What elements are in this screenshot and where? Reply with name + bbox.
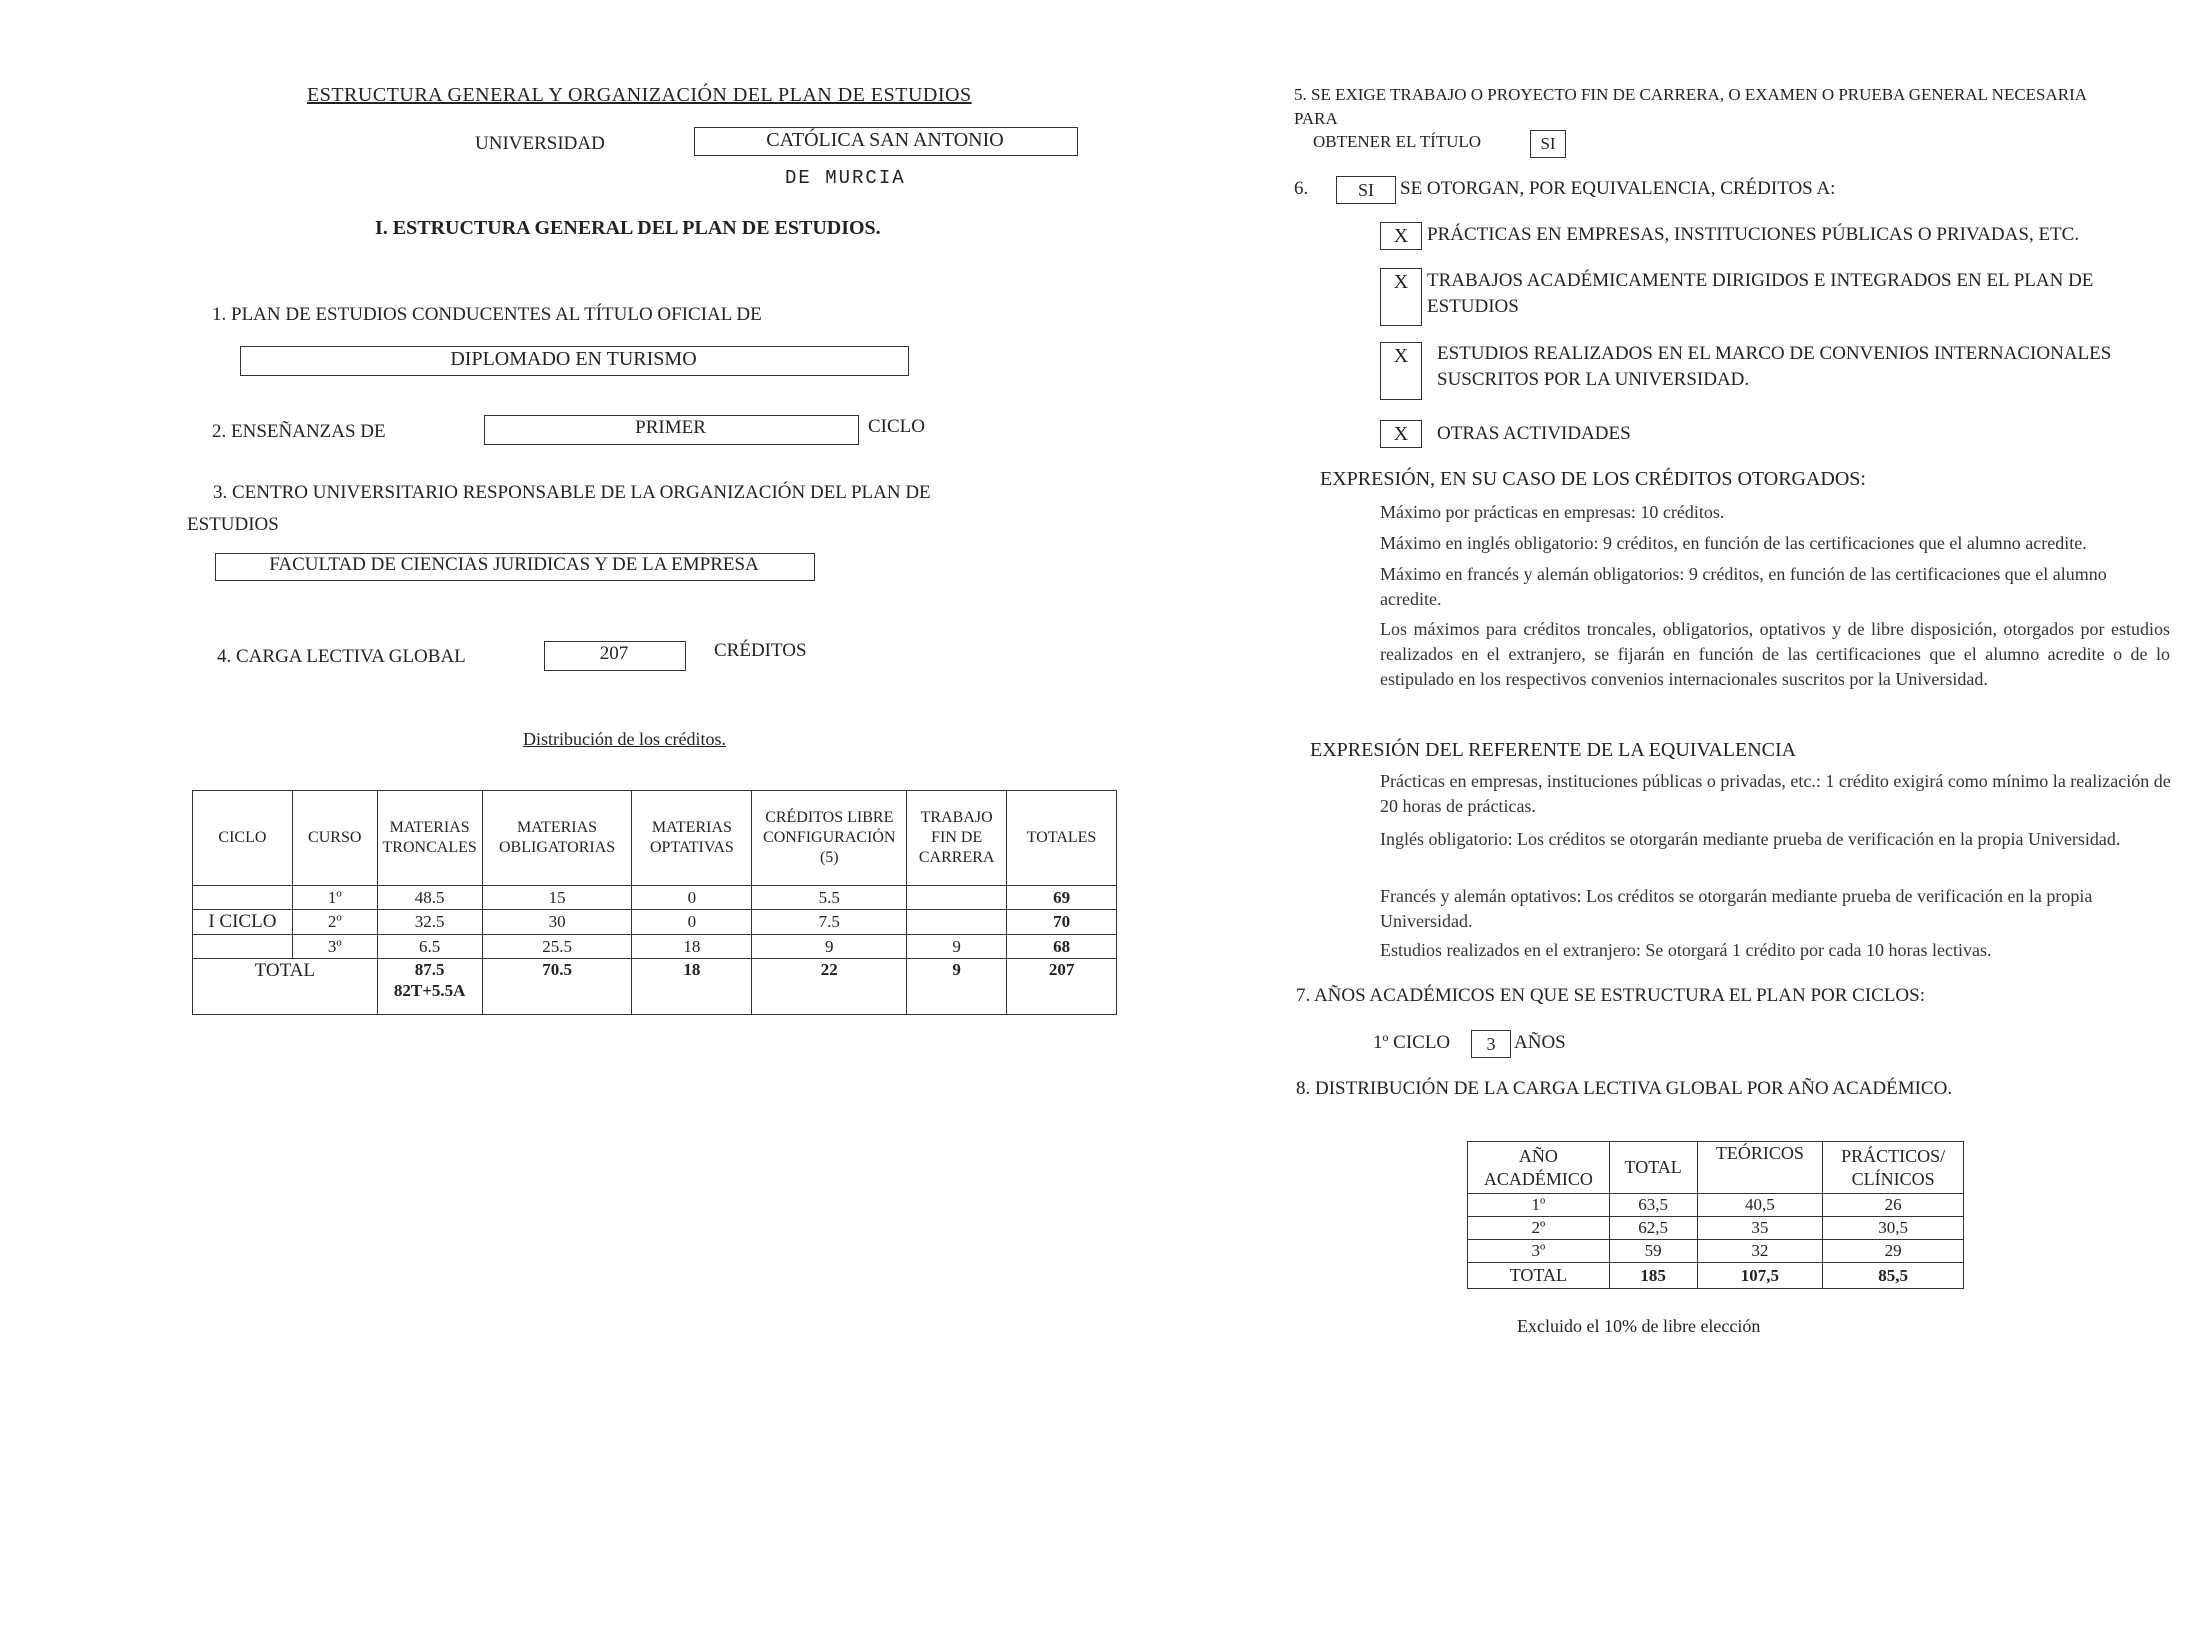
cell-totales: 68: [1007, 934, 1117, 958]
cell-total-libre: 22: [752, 958, 907, 1014]
table-row: [1468, 1217, 1964, 1240]
cell-optativas: 0: [632, 886, 752, 910]
year-distribution-table: [1467, 1141, 1964, 1289]
table-total-row: [193, 958, 1117, 1014]
option-label: PRÁCTICAS EN EMPRESAS, INSTITUCIONES PÚBLICAS O PRIVADAS, ETC.: [1427, 224, 2080, 245]
cell-total-trabajo: 9: [907, 958, 1007, 1014]
cell-totales: 70: [1007, 910, 1117, 935]
universidad-name-line2: DE MURCIA: [785, 167, 906, 189]
item2-value: PRIMER: [635, 417, 706, 438]
item7-value: 3: [1471, 1030, 1511, 1058]
cell-ciclo: I CICLO: [193, 910, 293, 935]
cell-teoricos: 35: [1697, 1217, 1823, 1240]
cell-troncales: 32.5: [377, 910, 482, 935]
item5-label-line3: OBTENER EL TÍTULO: [1313, 132, 1482, 151]
header-trabajo: TRABAJO FIN DE CARRERA: [907, 791, 1007, 886]
universidad-name: CATÓLICA SAN ANTONIO: [766, 129, 1004, 151]
cell-obligatorias: 15: [482, 886, 632, 910]
option-label: ESTUDIOS REALIZADOS EN EL MARCO DE CONVENIOS INTERNACIONALES: [1437, 343, 2112, 364]
option-label: OTRAS ACTIVIDADES: [1437, 423, 1631, 444]
cell-total-obligatorias: 70.5: [482, 958, 632, 1014]
cell-trabajo: [907, 886, 1007, 910]
cell-teoricos: 40,5: [1697, 1194, 1823, 1217]
cell-total: 63,5: [1609, 1194, 1697, 1217]
cell-teoricos: 32: [1697, 1240, 1823, 1263]
referente-item: Francés y alemán optativos: Los créditos se otorgarán mediante prueba de verificación en la propia Universidad.: [1380, 886, 2093, 931]
cell-trabajo: [907, 910, 1007, 935]
main-title: ESTRUCTURA GENERAL Y ORGANIZACIÓN DEL PLAN DE ESTUDIOS: [307, 84, 972, 106]
cell-troncales: 6.5: [377, 934, 482, 958]
expresion-item: Los máximos para créditos troncales, obligatorios, optativos y de libre disposición, otorgados por estudios realizados en el extranjero, se fijarán en función de las certificaciones que el alumno acredite o de lo estipulado en los respectivos convenios internacionales suscritos por la Universidad.: [1380, 619, 2170, 689]
cell-total: 62,5: [1609, 1217, 1697, 1240]
item5-label-line2: PARA: [1294, 109, 1338, 128]
item8-label: 8. DISTRIBUCIÓN DE LA CARGA LECTIVA GLOBAL POR AÑO ACADÉMICO.: [1296, 1078, 1953, 1099]
distribution-title: Distribución de los créditos.: [523, 729, 726, 749]
cell-total-label: TOTAL: [1468, 1263, 1610, 1289]
header-ciclo: CICLO: [193, 791, 293, 886]
option-checkbox[interactable]: X: [1380, 342, 1422, 400]
item3-value: FACULTAD DE CIENCIAS JURIDICAS Y DE LA EMPRESA: [269, 554, 759, 575]
cell-total: 59: [1609, 1240, 1697, 1263]
referente-item: Estudios realizados en el extranjero: Se otorgará 1 crédito por cada 10 horas lectivas.: [1380, 940, 1992, 960]
universidad-label: UNIVERSIDAD: [475, 133, 605, 154]
item4-value: 207: [599, 643, 629, 664]
cell-total-practicos: 85,5: [1823, 1263, 1964, 1289]
header-anio: AÑO ACADÉMICO: [1468, 1142, 1610, 1194]
cell-obligatorias: 25.5: [482, 934, 632, 958]
table-header-row: [1468, 1142, 1964, 1194]
cell-practicos: 26: [1823, 1194, 1964, 1217]
cell-troncales: 48.5: [377, 886, 482, 910]
expresion-title: EXPRESIÓN, EN SU CASO DE LOS CRÉDITOS OTORGADOS:: [1320, 468, 1866, 490]
item6-label: SE OTORGAN, POR EQUIVALENCIA, CRÉDITOS A:: [1400, 178, 1836, 199]
cell-total-teoricos: 107,5: [1697, 1263, 1823, 1289]
table-row: [1468, 1240, 1964, 1263]
cell-optativas: 18: [632, 934, 752, 958]
item7-ciclo: 1º CICLO: [1373, 1032, 1451, 1053]
item5-value: SI: [1530, 130, 1566, 158]
option-label: TRABAJOS ACADÉMICAMENTE DIRIGIDOS E INTEGRADOS EN EL PLAN DE: [1427, 270, 2094, 291]
cell-total-total: 185: [1609, 1263, 1697, 1289]
item2-suffix: CICLO: [868, 416, 925, 437]
item3-label-line2: ESTUDIOS: [187, 514, 279, 535]
table-row: [193, 910, 1117, 935]
table-row: [193, 934, 1117, 958]
cell-anio: 3º: [1468, 1240, 1610, 1263]
cell-practicos: 30,5: [1823, 1217, 1964, 1240]
item3-label: 3. CENTRO UNIVERSITARIO RESPONSABLE DE LA ORGANIZACIÓN DEL PLAN DE: [213, 482, 931, 503]
cell-curso: 3º: [292, 934, 377, 958]
cell-curso: 1º: [292, 886, 377, 910]
header-optativas: MATERIAS OPTATIVAS: [632, 791, 752, 886]
cell-total-optativas: 18: [632, 958, 752, 1014]
referente-item: Inglés obligatorio: Los créditos se otorgarán mediante prueba de verificación en la propia Universidad.: [1380, 829, 2121, 849]
header-troncales: MATERIAS TRONCALES: [377, 791, 482, 886]
cell-obligatorias: 30: [482, 910, 632, 935]
item4-suffix: CRÉDITOS: [714, 640, 807, 661]
cell-libre: 9: [752, 934, 907, 958]
cell-libre: 7.5: [752, 910, 907, 935]
cell-trabajo: 9: [907, 934, 1007, 958]
option-label-line2: SUSCRITOS POR LA UNIVERSIDAD.: [1437, 369, 1750, 390]
option-checkbox[interactable]: X: [1380, 222, 1422, 250]
item4-label: 4. CARGA LECTIVA GLOBAL: [217, 646, 466, 667]
header-teoricos: TEÓRICOS: [1697, 1142, 1823, 1194]
option-label-line2: ESTUDIOS: [1427, 296, 1519, 317]
item5-label: 5. SE EXIGE TRABAJO O PROYECTO FIN DE CARRERA, O EXAMEN O PRUEBA GENERAL NECESARIA: [1294, 85, 2088, 104]
header-curso: CURSO: [292, 791, 377, 886]
option-checkbox[interactable]: X: [1380, 268, 1422, 326]
item2-label: 2. ENSEÑANZAS DE: [212, 421, 386, 442]
header-libre: CRÉDITOS LIBRE CONFIGURACIÓN (5): [752, 791, 907, 886]
expresion-item: Máximo en inglés obligatorio: 9 créditos, en función de las certificaciones que el alumno acredite.: [1380, 533, 2087, 553]
table-row: [1468, 1194, 1964, 1217]
header-obligatorias: MATERIAS OBLIGATORIAS: [482, 791, 632, 886]
header-totales: TOTALES: [1007, 791, 1117, 886]
header-total: TOTAL: [1609, 1142, 1697, 1194]
credit-distribution-table: [192, 790, 1117, 1015]
item6-number: 6.: [1294, 178, 1309, 199]
cell-anio: 2º: [1468, 1217, 1610, 1240]
footnote: Excluido el 10% de libre elección: [1517, 1316, 1761, 1336]
item6-value: SI: [1336, 176, 1396, 204]
cell-optativas: 0: [632, 910, 752, 935]
cell-total-totales: 207: [1007, 958, 1117, 1014]
referente-title: EXPRESIÓN DEL REFERENTE DE LA EQUIVALENCIA: [1310, 739, 1797, 761]
expresion-item: Máximo por prácticas en empresas: 10 créditos.: [1380, 502, 1725, 522]
cell-practicos: 29: [1823, 1240, 1964, 1263]
referente-item: Prácticas en empresas, instituciones públicas o privadas, etc.: 1 crédito exigirá como mínimo la realización de 20 horas de prácticas.: [1380, 771, 2171, 816]
cell-curso: 2º: [292, 910, 377, 935]
item1-label: 1. PLAN DE ESTUDIOS CONDUCENTES AL TÍTULO OFICIAL DE: [212, 304, 762, 325]
item1-value: DIPLOMADO EN TURISMO: [450, 348, 697, 370]
item7-label: 7. AÑOS ACADÉMICOS EN QUE SE ESTRUCTURA EL PLAN POR CICLOS:: [1296, 985, 1926, 1006]
cell-anio: 1º: [1468, 1194, 1610, 1217]
cell-totales: 69: [1007, 886, 1117, 910]
table-total-row: [1468, 1263, 1964, 1289]
table-header-row: [193, 791, 1117, 886]
cell-libre: 5.5: [752, 886, 907, 910]
header-practicos: PRÁCTICOS/ CLÍNICOS: [1823, 1142, 1964, 1194]
expresion-item: Máximo en francés y alemán obligatorios: 9 créditos, en función de las certificaciones que el alumno acredite.: [1380, 564, 2107, 609]
item7-suffix: AÑOS: [1514, 1032, 1566, 1053]
section-title: I. ESTRUCTURA GENERAL DEL PLAN DE ESTUDIOS.: [375, 217, 881, 239]
cell-total-label: TOTAL: [193, 958, 378, 1014]
option-checkbox[interactable]: X: [1380, 420, 1422, 448]
cell-total-troncales: 87.5 82T+5.5A: [377, 958, 482, 1014]
table-row: [193, 886, 1117, 910]
